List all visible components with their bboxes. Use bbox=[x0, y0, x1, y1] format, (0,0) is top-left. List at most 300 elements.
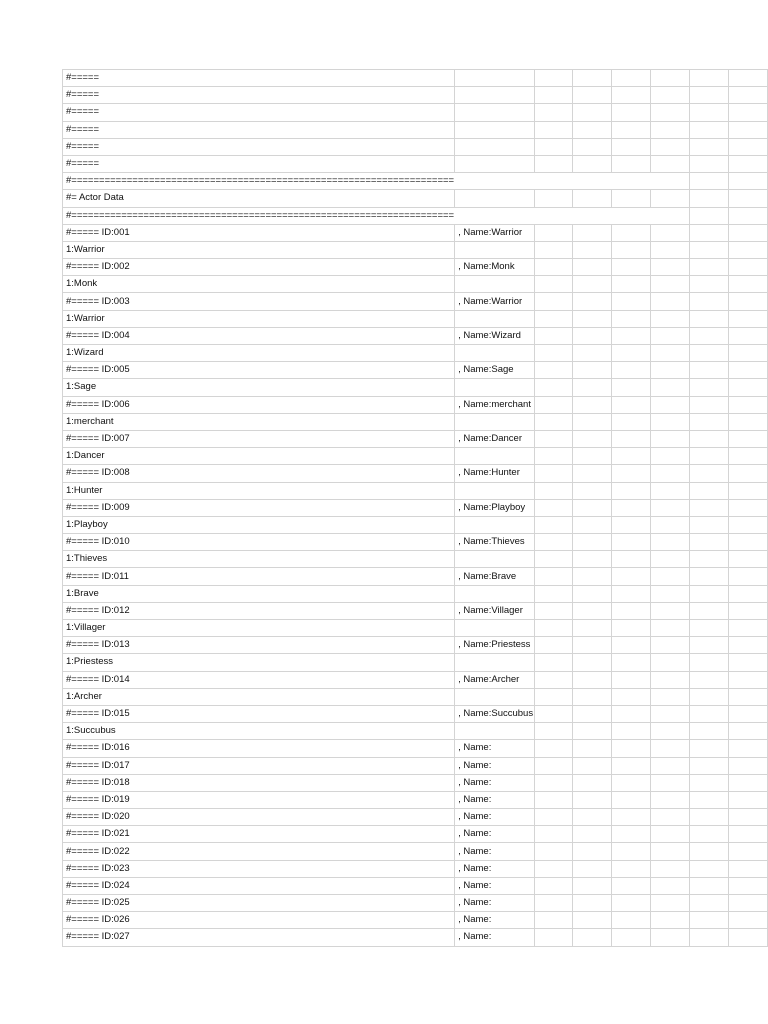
table-cell[interactable]: 1:Succubus bbox=[63, 723, 455, 740]
table-cell[interactable]: , Name:Villager bbox=[455, 602, 534, 619]
table-cell[interactable] bbox=[729, 895, 768, 912]
table-cell[interactable] bbox=[651, 895, 690, 912]
table-cell[interactable] bbox=[573, 620, 612, 637]
table-cell[interactable] bbox=[612, 774, 651, 791]
table-cell[interactable] bbox=[651, 224, 690, 241]
table-cell[interactable]: #===== bbox=[63, 121, 455, 138]
table-cell[interactable] bbox=[534, 259, 573, 276]
table-cell[interactable] bbox=[729, 190, 768, 207]
table-cell[interactable] bbox=[729, 138, 768, 155]
table-cell[interactable] bbox=[534, 843, 573, 860]
table-cell[interactable] bbox=[573, 241, 612, 258]
table-cell[interactable] bbox=[612, 654, 651, 671]
table-cell[interactable] bbox=[612, 104, 651, 121]
table-cell[interactable] bbox=[651, 688, 690, 705]
table-cell[interactable]: , Name:Succubus bbox=[455, 705, 534, 722]
table-cell[interactable] bbox=[455, 241, 534, 258]
table-cell[interactable]: , Name:Wizard bbox=[455, 327, 534, 344]
table-cell[interactable]: , Name: bbox=[455, 843, 534, 860]
table-cell[interactable] bbox=[534, 104, 573, 121]
table-cell[interactable] bbox=[729, 620, 768, 637]
table-cell[interactable]: #===== ID:023 bbox=[63, 860, 455, 877]
table-cell[interactable] bbox=[689, 671, 728, 688]
table-cell[interactable] bbox=[573, 138, 612, 155]
table-cell[interactable] bbox=[729, 207, 768, 224]
table-cell[interactable] bbox=[689, 791, 728, 808]
table-cell[interactable] bbox=[729, 585, 768, 602]
table-cell[interactable] bbox=[534, 774, 573, 791]
table-cell[interactable] bbox=[612, 585, 651, 602]
table-cell[interactable]: #===== ID:003 bbox=[63, 293, 455, 310]
table-cell[interactable] bbox=[689, 448, 728, 465]
table-cell[interactable] bbox=[612, 259, 651, 276]
table-cell[interactable] bbox=[573, 396, 612, 413]
table-cell[interactable] bbox=[534, 791, 573, 808]
table-cell[interactable] bbox=[651, 379, 690, 396]
table-cell[interactable] bbox=[573, 637, 612, 654]
table-cell[interactable] bbox=[689, 121, 728, 138]
table-cell[interactable] bbox=[729, 345, 768, 362]
table-cell[interactable] bbox=[651, 568, 690, 585]
table-cell[interactable] bbox=[729, 929, 768, 946]
table-cell[interactable] bbox=[612, 448, 651, 465]
table-cell[interactable] bbox=[612, 929, 651, 946]
table-cell[interactable]: , Name: bbox=[455, 791, 534, 808]
table-cell[interactable] bbox=[729, 723, 768, 740]
table-cell[interactable] bbox=[651, 654, 690, 671]
table-cell[interactable] bbox=[455, 276, 534, 293]
table-cell[interactable] bbox=[651, 534, 690, 551]
table-cell[interactable] bbox=[651, 173, 690, 190]
table-cell[interactable] bbox=[689, 413, 728, 430]
table-cell[interactable] bbox=[573, 70, 612, 87]
table-cell[interactable]: #===== ID:020 bbox=[63, 809, 455, 826]
table-cell[interactable] bbox=[534, 602, 573, 619]
table-cell[interactable] bbox=[573, 362, 612, 379]
table-cell[interactable] bbox=[689, 173, 728, 190]
table-cell[interactable] bbox=[689, 327, 728, 344]
table-cell[interactable] bbox=[729, 448, 768, 465]
table-cell[interactable] bbox=[612, 671, 651, 688]
table-cell[interactable]: 1:Dancer bbox=[63, 448, 455, 465]
table-cell[interactable] bbox=[651, 104, 690, 121]
table-cell[interactable] bbox=[729, 671, 768, 688]
table-cell[interactable] bbox=[689, 138, 728, 155]
table-cell[interactable] bbox=[729, 826, 768, 843]
table-cell[interactable]: , Name: bbox=[455, 877, 534, 894]
table-cell[interactable] bbox=[573, 224, 612, 241]
table-cell[interactable] bbox=[729, 362, 768, 379]
table-cell[interactable] bbox=[651, 826, 690, 843]
table-cell[interactable] bbox=[729, 654, 768, 671]
table-cell[interactable] bbox=[729, 637, 768, 654]
table-cell[interactable] bbox=[534, 895, 573, 912]
table-cell[interactable] bbox=[573, 654, 612, 671]
table-cell[interactable] bbox=[729, 688, 768, 705]
table-cell[interactable] bbox=[612, 482, 651, 499]
table-cell[interactable] bbox=[612, 912, 651, 929]
table-cell[interactable] bbox=[534, 465, 573, 482]
table-cell[interactable] bbox=[573, 345, 612, 362]
table-cell[interactable] bbox=[729, 809, 768, 826]
table-cell[interactable] bbox=[534, 809, 573, 826]
table-cell[interactable] bbox=[689, 465, 728, 482]
table-cell[interactable]: #===== ID:025 bbox=[63, 895, 455, 912]
table-cell[interactable] bbox=[573, 585, 612, 602]
table-cell[interactable] bbox=[612, 499, 651, 516]
table-cell[interactable]: #===== ID:012 bbox=[63, 602, 455, 619]
table-cell[interactable] bbox=[573, 190, 612, 207]
table-cell[interactable] bbox=[689, 396, 728, 413]
table-cell[interactable] bbox=[651, 190, 690, 207]
table-cell[interactable] bbox=[651, 877, 690, 894]
table-cell[interactable] bbox=[651, 912, 690, 929]
table-cell[interactable] bbox=[729, 705, 768, 722]
table-cell[interactable] bbox=[689, 723, 728, 740]
table-cell[interactable] bbox=[729, 104, 768, 121]
table-cell[interactable]: #===== bbox=[63, 70, 455, 87]
table-cell[interactable]: , Name:Sage bbox=[455, 362, 534, 379]
table-cell[interactable] bbox=[534, 190, 573, 207]
table-cell[interactable] bbox=[612, 396, 651, 413]
table-cell[interactable] bbox=[729, 465, 768, 482]
table-cell[interactable]: , Name: bbox=[455, 912, 534, 929]
table-cell[interactable] bbox=[651, 121, 690, 138]
table-cell[interactable] bbox=[729, 259, 768, 276]
table-cell[interactable]: , Name: bbox=[455, 895, 534, 912]
table-cell[interactable] bbox=[612, 190, 651, 207]
table-cell[interactable] bbox=[651, 551, 690, 568]
table-cell[interactable] bbox=[573, 155, 612, 172]
table-cell[interactable] bbox=[573, 826, 612, 843]
table-cell[interactable] bbox=[534, 224, 573, 241]
table-cell[interactable] bbox=[612, 620, 651, 637]
table-cell[interactable] bbox=[689, 534, 728, 551]
table-cell[interactable] bbox=[651, 345, 690, 362]
table-cell[interactable] bbox=[612, 705, 651, 722]
table-cell[interactable] bbox=[689, 207, 728, 224]
table-cell[interactable] bbox=[534, 293, 573, 310]
table-cell[interactable] bbox=[455, 345, 534, 362]
table-cell[interactable] bbox=[612, 551, 651, 568]
table-cell[interactable]: , Name: bbox=[455, 929, 534, 946]
table-cell[interactable]: 1:Villager bbox=[63, 620, 455, 637]
table-cell[interactable] bbox=[651, 774, 690, 791]
table-cell[interactable] bbox=[651, 310, 690, 327]
table-cell[interactable]: #===== ID:009 bbox=[63, 499, 455, 516]
table-cell[interactable] bbox=[689, 259, 728, 276]
table-cell[interactable] bbox=[651, 465, 690, 482]
table-cell[interactable] bbox=[573, 276, 612, 293]
table-cell[interactable] bbox=[651, 860, 690, 877]
table-cell[interactable] bbox=[573, 448, 612, 465]
table-cell[interactable] bbox=[534, 654, 573, 671]
table-cell[interactable] bbox=[612, 465, 651, 482]
table-cell[interactable] bbox=[651, 637, 690, 654]
table-cell[interactable]: 1:Playboy bbox=[63, 516, 455, 533]
table-cell[interactable] bbox=[534, 877, 573, 894]
table-cell[interactable] bbox=[689, 70, 728, 87]
table-cell[interactable] bbox=[689, 602, 728, 619]
table-cell[interactable] bbox=[573, 327, 612, 344]
table-cell[interactable] bbox=[534, 534, 573, 551]
table-cell[interactable] bbox=[689, 379, 728, 396]
table-cell[interactable] bbox=[689, 499, 728, 516]
table-cell[interactable] bbox=[534, 723, 573, 740]
table-cell[interactable]: #===== bbox=[63, 155, 455, 172]
table-cell[interactable] bbox=[573, 413, 612, 430]
table-cell[interactable] bbox=[573, 465, 612, 482]
table-cell[interactable]: #===== ID:017 bbox=[63, 757, 455, 774]
table-cell[interactable] bbox=[689, 843, 728, 860]
table-cell[interactable] bbox=[651, 843, 690, 860]
table-cell[interactable] bbox=[573, 551, 612, 568]
table-cell[interactable] bbox=[534, 585, 573, 602]
table-cell[interactable] bbox=[534, 70, 573, 87]
table-cell[interactable] bbox=[689, 276, 728, 293]
table-cell[interactable] bbox=[612, 602, 651, 619]
table-cell[interactable] bbox=[612, 173, 651, 190]
table-cell[interactable] bbox=[612, 310, 651, 327]
table-cell[interactable] bbox=[689, 809, 728, 826]
table-cell[interactable]: #===== ID:024 bbox=[63, 877, 455, 894]
table-cell[interactable] bbox=[651, 585, 690, 602]
table-cell[interactable] bbox=[534, 499, 573, 516]
table-cell[interactable] bbox=[689, 774, 728, 791]
table-cell[interactable]: , Name: bbox=[455, 740, 534, 757]
table-cell[interactable] bbox=[689, 430, 728, 447]
table-cell[interactable] bbox=[534, 671, 573, 688]
table-cell[interactable]: , Name:Thieves bbox=[455, 534, 534, 551]
table-cell[interactable] bbox=[455, 585, 534, 602]
table-cell[interactable] bbox=[729, 155, 768, 172]
table-cell[interactable] bbox=[729, 912, 768, 929]
table-cell[interactable] bbox=[689, 895, 728, 912]
table-cell[interactable] bbox=[573, 602, 612, 619]
table-cell[interactable] bbox=[689, 654, 728, 671]
table-cell[interactable] bbox=[534, 757, 573, 774]
table-cell[interactable]: #===== ID:026 bbox=[63, 912, 455, 929]
table-cell[interactable]: #===== bbox=[63, 138, 455, 155]
table-cell[interactable] bbox=[689, 826, 728, 843]
table-cell[interactable] bbox=[534, 860, 573, 877]
table-cell[interactable] bbox=[534, 310, 573, 327]
table-cell[interactable] bbox=[534, 430, 573, 447]
table-cell[interactable] bbox=[651, 362, 690, 379]
table-cell[interactable] bbox=[612, 826, 651, 843]
table-cell[interactable]: #===== ID:015 bbox=[63, 705, 455, 722]
table-cell[interactable] bbox=[455, 516, 534, 533]
table-cell[interactable] bbox=[651, 138, 690, 155]
table-cell[interactable] bbox=[534, 379, 573, 396]
table-cell[interactable] bbox=[729, 516, 768, 533]
table-cell[interactable]: , Name:merchant bbox=[455, 396, 534, 413]
table-cell[interactable] bbox=[612, 121, 651, 138]
table-cell[interactable] bbox=[612, 809, 651, 826]
table-cell[interactable] bbox=[612, 534, 651, 551]
table-cell[interactable]: #===== bbox=[63, 87, 455, 104]
table-cell[interactable]: #===== ID:013 bbox=[63, 637, 455, 654]
table-cell[interactable]: #===== ID:022 bbox=[63, 843, 455, 860]
table-cell[interactable]: #===== ID:010 bbox=[63, 534, 455, 551]
table-cell[interactable] bbox=[573, 534, 612, 551]
table-cell[interactable] bbox=[651, 602, 690, 619]
table-cell[interactable] bbox=[573, 774, 612, 791]
table-cell[interactable] bbox=[612, 860, 651, 877]
table-cell[interactable] bbox=[729, 276, 768, 293]
table-cell[interactable] bbox=[573, 843, 612, 860]
table-cell[interactable] bbox=[612, 276, 651, 293]
table-cell[interactable] bbox=[689, 104, 728, 121]
table-cell[interactable] bbox=[573, 929, 612, 946]
table-cell[interactable] bbox=[612, 568, 651, 585]
table-cell[interactable]: #===== ID:018 bbox=[63, 774, 455, 791]
table-cell[interactable] bbox=[455, 413, 534, 430]
table-cell[interactable] bbox=[534, 207, 573, 224]
table-cell[interactable] bbox=[534, 413, 573, 430]
table-cell[interactable] bbox=[689, 551, 728, 568]
table-cell[interactable]: #===== ID:007 bbox=[63, 430, 455, 447]
table-cell[interactable] bbox=[534, 327, 573, 344]
table-cell[interactable] bbox=[573, 757, 612, 774]
table-cell[interactable] bbox=[689, 568, 728, 585]
table-cell[interactable]: 1:Sage bbox=[63, 379, 455, 396]
table-cell[interactable]: 1:Warrior bbox=[63, 310, 455, 327]
table-cell[interactable] bbox=[573, 791, 612, 808]
table-cell[interactable] bbox=[455, 70, 534, 87]
table-cell[interactable] bbox=[455, 173, 534, 190]
table-cell[interactable] bbox=[534, 705, 573, 722]
table-cell[interactable] bbox=[534, 551, 573, 568]
table-cell[interactable] bbox=[729, 877, 768, 894]
table-cell[interactable] bbox=[612, 379, 651, 396]
table-cell[interactable] bbox=[729, 774, 768, 791]
table-cell[interactable] bbox=[729, 396, 768, 413]
table-cell[interactable] bbox=[534, 482, 573, 499]
table-cell[interactable] bbox=[651, 723, 690, 740]
table-cell[interactable] bbox=[612, 637, 651, 654]
table-cell[interactable] bbox=[651, 448, 690, 465]
table-cell[interactable] bbox=[729, 843, 768, 860]
table-cell[interactable] bbox=[689, 688, 728, 705]
table-cell[interactable] bbox=[651, 757, 690, 774]
table-cell[interactable] bbox=[573, 912, 612, 929]
table-cell[interactable] bbox=[455, 87, 534, 104]
table-cell[interactable] bbox=[573, 207, 612, 224]
table-cell[interactable]: , Name:Priestess bbox=[455, 637, 534, 654]
table-cell[interactable]: , Name:Playboy bbox=[455, 499, 534, 516]
table-cell[interactable] bbox=[573, 809, 612, 826]
table-cell[interactable] bbox=[729, 602, 768, 619]
table-cell[interactable] bbox=[534, 568, 573, 585]
table-cell[interactable]: , Name: bbox=[455, 860, 534, 877]
table-cell[interactable] bbox=[612, 688, 651, 705]
table-cell[interactable] bbox=[729, 757, 768, 774]
table-cell[interactable] bbox=[729, 551, 768, 568]
table-cell[interactable]: #===== ID:021 bbox=[63, 826, 455, 843]
table-cell[interactable]: 1:Priestess bbox=[63, 654, 455, 671]
table-cell[interactable] bbox=[534, 362, 573, 379]
table-cell[interactable] bbox=[534, 241, 573, 258]
table-cell[interactable] bbox=[612, 757, 651, 774]
table-cell[interactable] bbox=[573, 259, 612, 276]
table-cell[interactable]: 1:Thieves bbox=[63, 551, 455, 568]
table-cell[interactable] bbox=[573, 87, 612, 104]
table-cell[interactable] bbox=[651, 809, 690, 826]
table-cell[interactable] bbox=[729, 70, 768, 87]
table-cell[interactable]: #===== bbox=[63, 104, 455, 121]
table-cell[interactable]: 1:Brave bbox=[63, 585, 455, 602]
table-cell[interactable]: #===== ID:011 bbox=[63, 568, 455, 585]
table-cell[interactable] bbox=[689, 293, 728, 310]
table-cell[interactable] bbox=[689, 637, 728, 654]
table-cell[interactable]: , Name:Brave bbox=[455, 568, 534, 585]
table-cell[interactable] bbox=[455, 310, 534, 327]
table-cell[interactable] bbox=[689, 345, 728, 362]
table-cell[interactable]: 1:Hunter bbox=[63, 482, 455, 499]
table-cell[interactable] bbox=[573, 568, 612, 585]
table-cell[interactable] bbox=[455, 379, 534, 396]
table-cell[interactable] bbox=[612, 224, 651, 241]
table-cell[interactable] bbox=[651, 516, 690, 533]
table-cell[interactable] bbox=[534, 448, 573, 465]
table-cell[interactable] bbox=[612, 241, 651, 258]
table-cell[interactable] bbox=[689, 87, 728, 104]
table-cell[interactable] bbox=[729, 534, 768, 551]
table-cell[interactable] bbox=[455, 121, 534, 138]
table-cell[interactable] bbox=[534, 826, 573, 843]
table-cell[interactable] bbox=[455, 551, 534, 568]
table-cell[interactable] bbox=[573, 516, 612, 533]
table-cell[interactable] bbox=[455, 190, 534, 207]
table-cell[interactable] bbox=[534, 87, 573, 104]
table-cell[interactable] bbox=[612, 345, 651, 362]
table-cell[interactable] bbox=[651, 276, 690, 293]
table-cell[interactable] bbox=[573, 740, 612, 757]
table-cell[interactable] bbox=[573, 895, 612, 912]
table-cell[interactable]: #===== ID:001 bbox=[63, 224, 455, 241]
table-cell[interactable] bbox=[612, 430, 651, 447]
table-cell[interactable] bbox=[651, 293, 690, 310]
table-cell[interactable]: #===== ID:004 bbox=[63, 327, 455, 344]
table-cell[interactable] bbox=[573, 671, 612, 688]
table-cell[interactable] bbox=[455, 620, 534, 637]
table-cell[interactable] bbox=[534, 637, 573, 654]
table-cell[interactable] bbox=[689, 241, 728, 258]
table-cell[interactable] bbox=[729, 224, 768, 241]
table-cell[interactable] bbox=[534, 138, 573, 155]
table-cell[interactable]: , Name:Warrior bbox=[455, 224, 534, 241]
table-cell[interactable] bbox=[573, 379, 612, 396]
table-cell[interactable] bbox=[689, 190, 728, 207]
table-cell[interactable] bbox=[534, 173, 573, 190]
table-cell[interactable] bbox=[455, 155, 534, 172]
table-cell[interactable] bbox=[689, 740, 728, 757]
table-cell[interactable] bbox=[612, 877, 651, 894]
table-cell[interactable]: , Name:Hunter bbox=[455, 465, 534, 482]
table-cell[interactable] bbox=[651, 259, 690, 276]
table-cell[interactable]: 1:Archer bbox=[63, 688, 455, 705]
table-cell[interactable] bbox=[651, 70, 690, 87]
table-cell[interactable] bbox=[689, 929, 728, 946]
table-cell[interactable] bbox=[534, 516, 573, 533]
table-cell[interactable] bbox=[612, 138, 651, 155]
table-cell[interactable] bbox=[612, 327, 651, 344]
table-cell[interactable] bbox=[455, 723, 534, 740]
table-cell[interactable] bbox=[573, 482, 612, 499]
table-cell[interactable] bbox=[729, 379, 768, 396]
table-cell[interactable]: #===== ID:005 bbox=[63, 362, 455, 379]
